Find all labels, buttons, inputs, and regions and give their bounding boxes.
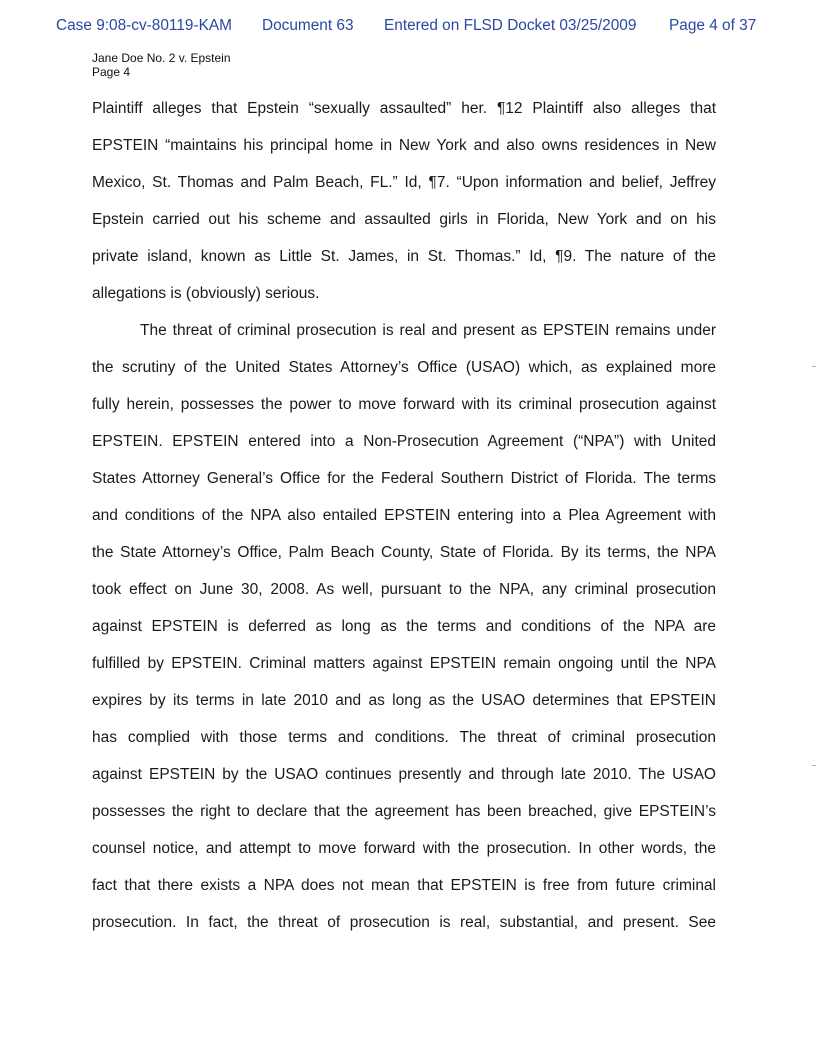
text-line: fulfilled by EPSTEIN. Criminal matters against EPSTEIN remain ongoing until the NPA (92, 655, 716, 672)
text-line: and conditions of the NPA also entailed EPSTEIN entering into a Plea Agreement with (92, 507, 716, 524)
case-number: Case 9:08-cv-80119-KAM (56, 17, 232, 34)
text-line: counsel notice, and attempt to move forward with the prosecution. In other words, the (92, 840, 716, 857)
text-line: fact that there exists a NPA does not mean that EPSTEIN is free from future criminal (92, 877, 716, 894)
text-line: the scrutiny of the United States Attorney’s Office (USAO) which, as explained more (92, 359, 716, 376)
case-title: Jane Doe No. 2 v. Epstein (92, 51, 231, 65)
paragraph-1 (92, 90, 716, 312)
text-line: private island, known as Little St. James, in St. Thomas.” Id, ¶9. The nature of the (92, 248, 716, 265)
text-line: Mexico, St. Thomas and Palm Beach, FL.” Id, ¶7. “Upon information and belief, Jeffrey (92, 174, 716, 191)
text-line: against EPSTEIN by the USAO continues presently and through late 2010. The USAO (92, 766, 716, 783)
text-line: expires by its terms in late 2010 and as long as the USAO determines that EPSTEIN (92, 692, 716, 709)
text-line: The threat of criminal prosecution is real and present as EPSTEIN remains under (140, 322, 716, 339)
page-label: Page 4 (92, 65, 131, 79)
docket-entry-date: Entered on FLSD Docket 03/25/2009 (384, 17, 637, 34)
text-line: EPSTEIN “maintains his principal home in New York and also owns residences in New (92, 137, 716, 154)
body-text (92, 90, 716, 941)
page-count: Page 4 of 37 (669, 17, 757, 34)
text-line: Plaintiff alleges that Epstein “sexually assaulted” her. ¶12 Plaintiff also alleges that (92, 100, 716, 117)
text-line: prosecution. In fact, the threat of prosecution is real, substantial, and present. See (92, 914, 716, 931)
paragraph-2 (92, 312, 716, 941)
text-line: the State Attorney’s Office, Palm Beach County, State of Florida. By its terms, the NPA (92, 544, 716, 561)
scan-margin-mark (812, 366, 816, 367)
text-line: States Attorney General’s Office for the Federal Southern District of Florida. The terms (92, 470, 716, 487)
text-line: allegations is (obviously) serious. (92, 285, 320, 302)
text-line: EPSTEIN. EPSTEIN entered into a Non-Prosecution Agreement (“NPA”) with United (92, 433, 716, 450)
document-number: Document 63 (262, 17, 354, 34)
text-line: Epstein carried out his scheme and assaulted girls in Florida, New York and on his (92, 211, 716, 228)
text-line: took effect on June 30, 2008. As well, pursuant to the NPA, any criminal prosecution (92, 581, 716, 598)
text-line: against EPSTEIN is deferred as long as the terms and conditions of the NPA are (92, 618, 716, 635)
text-line: possesses the right to declare that the agreement has been breached, give EPSTEIN’s (92, 803, 716, 820)
scan-margin-mark (812, 765, 816, 766)
text-line: has complied with those terms and conditions. The threat of criminal prosecution (92, 729, 716, 746)
text-line: fully herein, possesses the power to move forward with its criminal prosecution against (92, 396, 716, 413)
running-head (92, 51, 231, 79)
